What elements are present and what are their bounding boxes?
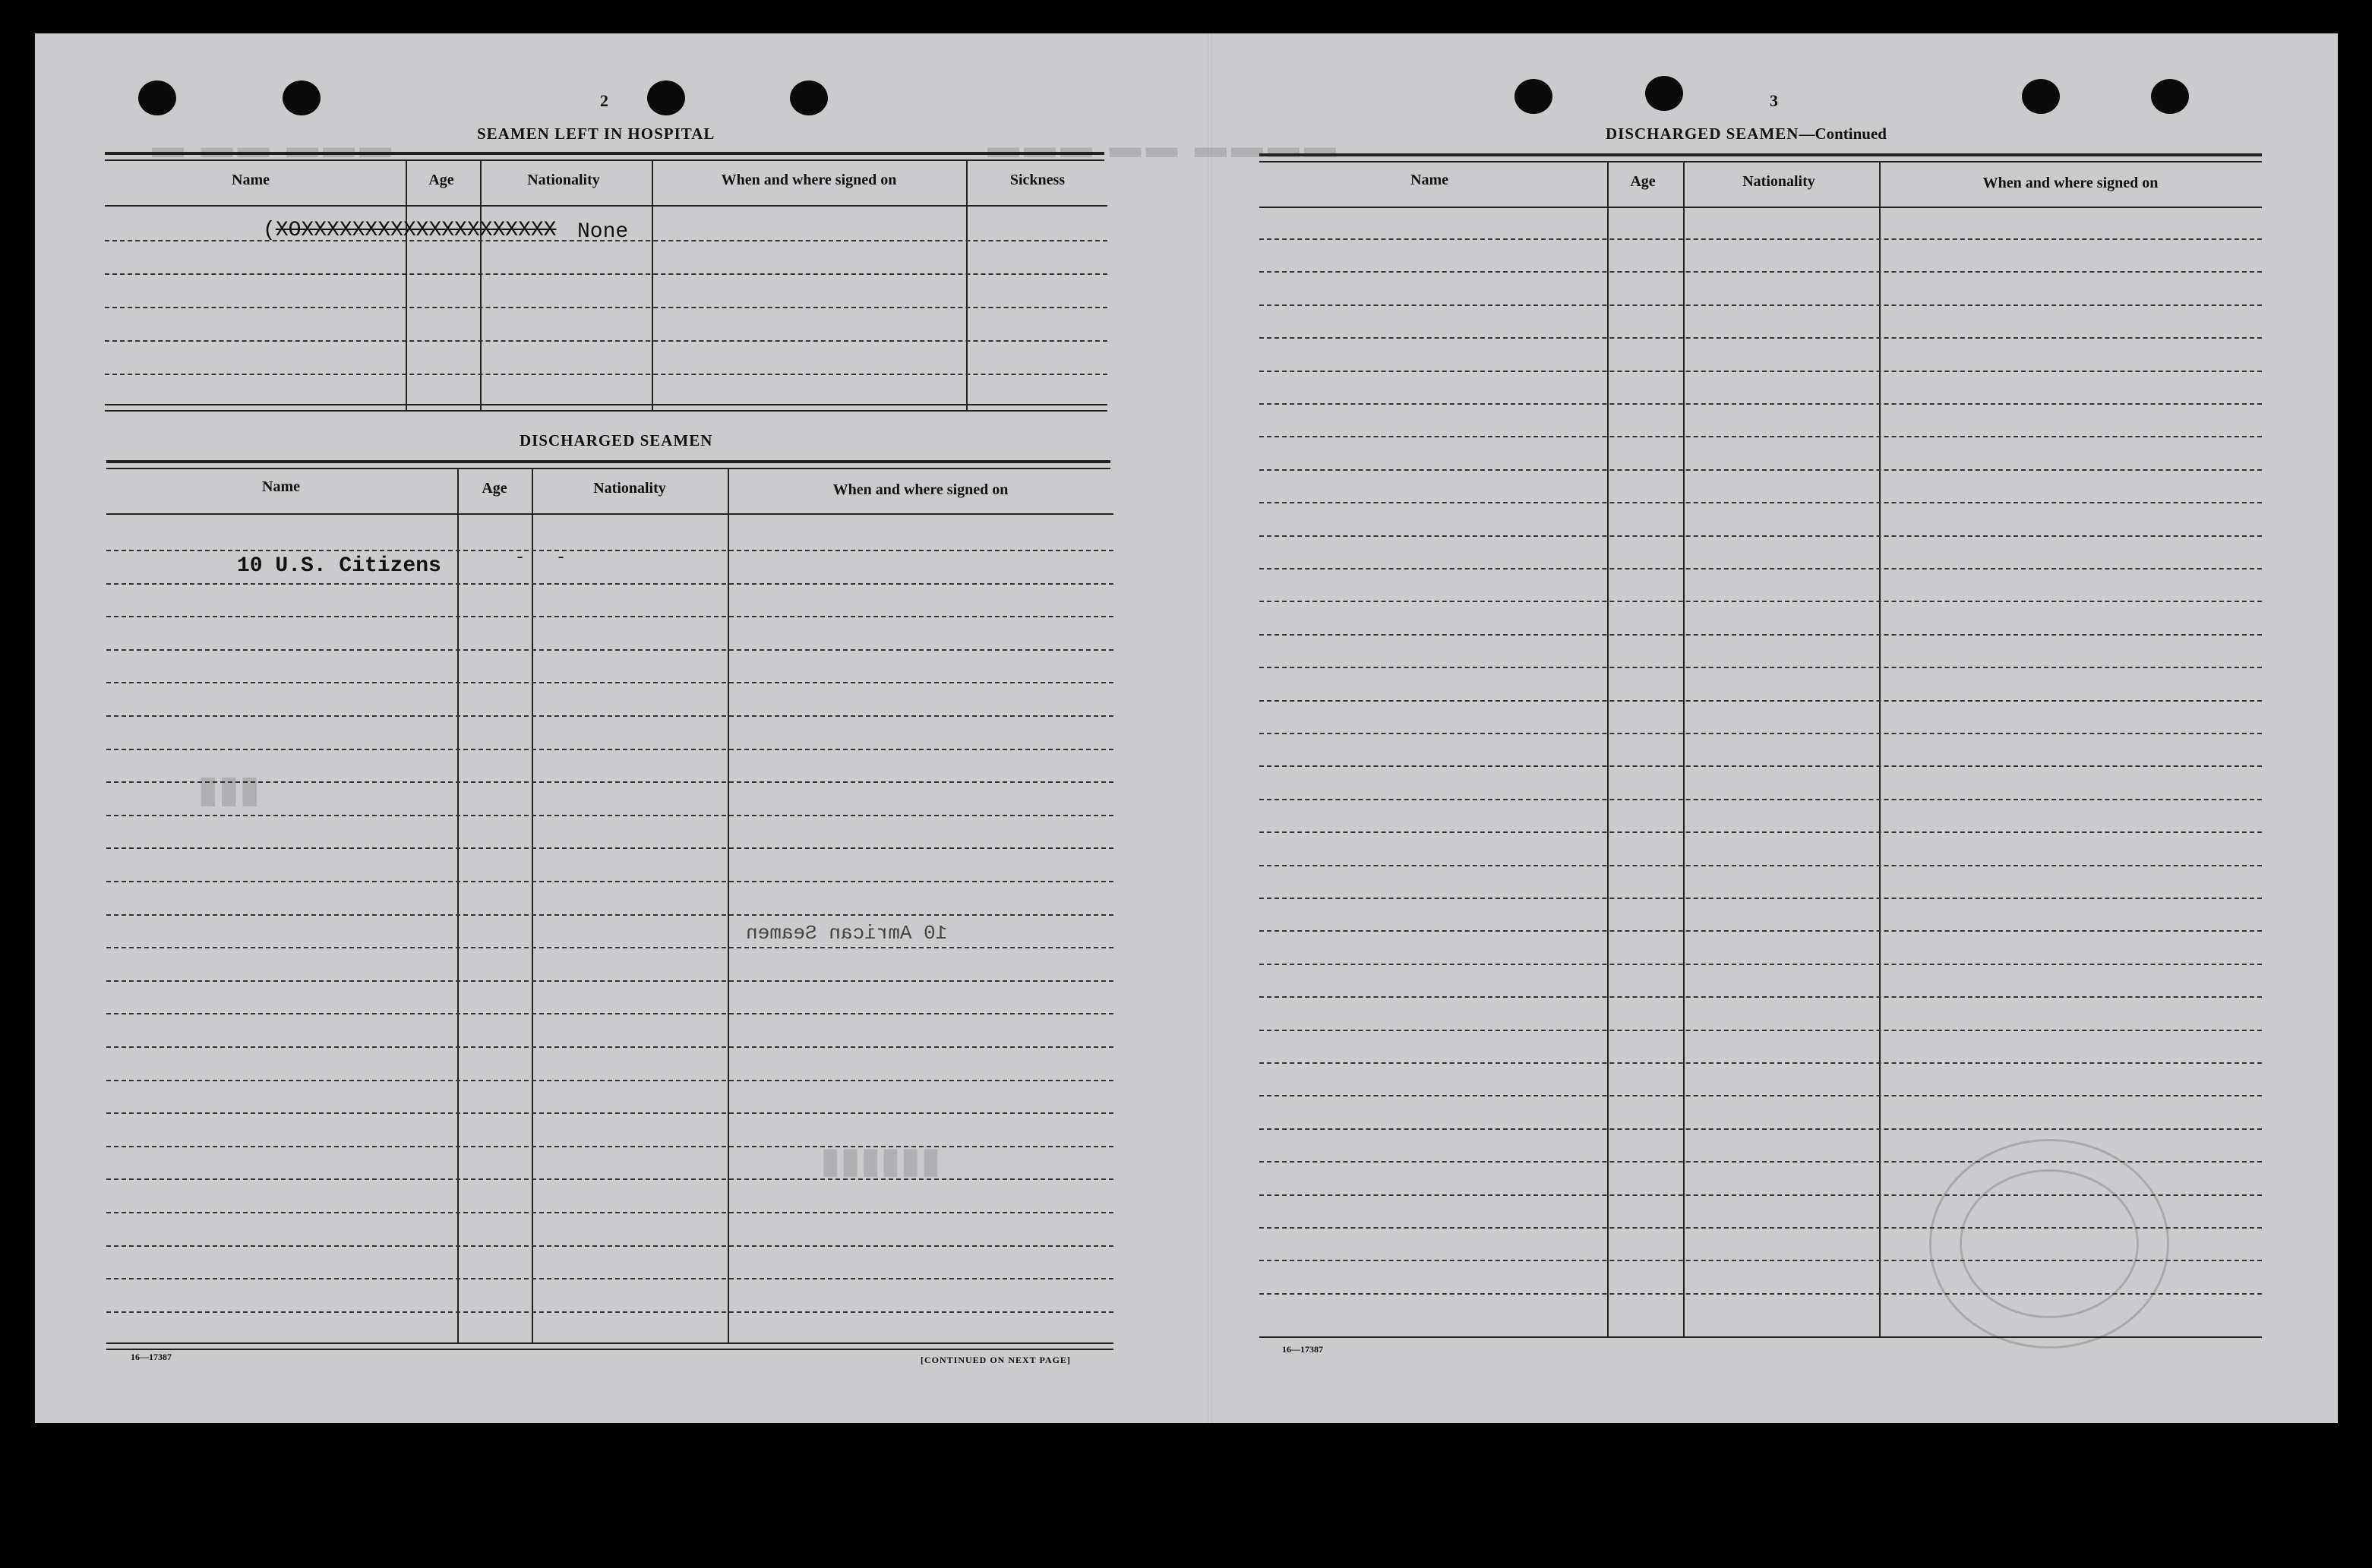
row-rule (1259, 996, 2262, 998)
table-top-rule (105, 159, 1104, 161)
row-rule (1259, 765, 2262, 767)
bleed-through-mark: ▬ ▬▬ ▬▬▬ (152, 130, 396, 165)
row-rule (1259, 1194, 2262, 1196)
row-rule (106, 1212, 1113, 1213)
row-rule (106, 616, 1113, 617)
row-rule (105, 273, 1107, 275)
row-rule (1259, 1293, 2262, 1295)
table-top-rule (106, 460, 1110, 463)
section-title-discharged-continued (1606, 125, 1887, 144)
row-rule (1259, 304, 2262, 306)
row-rule (1259, 337, 2262, 339)
column-divider (652, 159, 653, 410)
row-rule (106, 1146, 1113, 1147)
discharged-entry-name: 10 U.S. Citizens (237, 554, 441, 578)
row-rule (1259, 634, 2262, 636)
row-rule (1259, 469, 2262, 471)
row-rule (1259, 271, 2262, 273)
row-rule (1259, 799, 2262, 800)
column-header-name: Name (1410, 172, 1448, 188)
column-header-age: Age (1630, 173, 1656, 190)
column-divider (406, 159, 407, 410)
row-rule (106, 781, 1113, 783)
row-rule (1259, 238, 2262, 240)
punch-hole (647, 80, 685, 115)
column-divider (480, 159, 482, 410)
page-number: 3 (1770, 91, 1779, 110)
table-bottom-rule (105, 410, 1107, 412)
table-bottom-rule (106, 1342, 1113, 1344)
row-rule (105, 374, 1107, 375)
row-rule (106, 1245, 1113, 1247)
age-dash: - (515, 548, 526, 567)
table-bottom-rule (1259, 1336, 2262, 1338)
row-rule (1259, 502, 2262, 503)
row-rule (106, 847, 1113, 849)
row-rule (105, 307, 1107, 308)
row-rule (106, 583, 1113, 585)
row-rule (106, 1046, 1113, 1048)
row-rule (1259, 898, 2262, 899)
punch-hole (2151, 79, 2189, 114)
table-header-rule (1259, 207, 2262, 208)
struck-out-text: XOXXXXXXXXXXXXXXXXXXXX (275, 219, 557, 242)
row-rule (106, 649, 1113, 651)
form-number: 16—17387 (131, 1352, 172, 1362)
row-rule (1259, 436, 2262, 437)
row-rule (1259, 964, 2262, 965)
row-rule (106, 715, 1113, 717)
row-rule (1259, 1260, 2262, 1261)
column-header-name: Name (262, 478, 300, 495)
row-rule (106, 947, 1113, 948)
row-rule (1259, 865, 2262, 866)
hospital-entry-none: None (577, 220, 629, 244)
row-rule (1259, 1227, 2262, 1229)
table-header-rule (106, 513, 1113, 515)
struck-out-entry: (XOXXXXXXXXXXXXXXXXXXXX (263, 219, 557, 242)
punch-hole (790, 80, 828, 115)
bleed-through-mark: ▮▮▮ (197, 768, 261, 810)
row-rule (1259, 1062, 2262, 1064)
punch-hole (1514, 79, 1552, 114)
row-rule (1259, 1095, 2262, 1096)
row-rule (106, 1278, 1113, 1279)
table-top-rule (106, 468, 1110, 469)
column-divider (966, 159, 968, 410)
row-rule (106, 1112, 1113, 1114)
row-rule (1259, 667, 2262, 668)
continued-note: [CONTINUED ON NEXT PAGE] (921, 1355, 1071, 1365)
table-header-rule (105, 205, 1107, 207)
table-bottom-rule (106, 1349, 1113, 1350)
column-header-signed-on: When and where signed on (832, 481, 1009, 498)
nationality-dash: - (556, 548, 567, 567)
row-rule (1259, 930, 2262, 932)
column-header-nationality: Nationality (1742, 173, 1815, 190)
row-rule (1259, 700, 2262, 702)
row-rule (106, 1178, 1113, 1180)
column-header-age: Age (428, 172, 454, 188)
row-rule (106, 749, 1113, 750)
column-header-nationality: Nationality (593, 480, 666, 497)
column-header-name: Name (232, 172, 270, 188)
mirrored-offset-text: 10 Amrican Seamen (746, 922, 948, 945)
row-rule (106, 550, 1113, 551)
faint-stamp-circle (1960, 1169, 2139, 1318)
row-rule (106, 815, 1113, 816)
section-title-text: DISCHARGED SEAMEN (1606, 125, 1799, 143)
column-header-signed-on: When and where signed on (1982, 175, 2159, 191)
row-rule (1259, 568, 2262, 569)
table-top-rule (1259, 161, 2262, 162)
row-rule (1259, 535, 2262, 537)
row-rule (105, 340, 1107, 342)
row-rule (106, 682, 1113, 683)
row-rule (106, 1311, 1113, 1313)
column-header-age: Age (482, 480, 507, 497)
punch-hole (1645, 76, 1683, 111)
row-rule (1259, 831, 2262, 833)
row-rule (1259, 1030, 2262, 1031)
bleed-through-mark: ▬▬▬ ▬▬ ▬▬▬▬ (987, 130, 1341, 165)
section-title-hospital: SEAMEN LEFT IN HOSPITAL (477, 125, 715, 143)
page-fold (1208, 33, 1212, 1423)
row-rule (106, 914, 1113, 916)
row-rule (106, 1080, 1113, 1081)
table-top-rule (105, 152, 1104, 155)
row-rule (1259, 1161, 2262, 1163)
column-header-sickness: Sickness (1009, 172, 1066, 188)
table-bottom-rule (105, 404, 1107, 405)
form-number: 16—17387 (1282, 1344, 1323, 1355)
punch-hole (138, 80, 176, 115)
row-rule (1259, 403, 2262, 405)
row-rule (1259, 733, 2262, 734)
row-rule (106, 1013, 1113, 1014)
bleed-through-mark: ▮▮▮▮▮▮ (820, 1141, 941, 1181)
row-rule (106, 881, 1113, 882)
punch-hole (283, 80, 321, 115)
punch-hole (2022, 79, 2060, 114)
table-top-rule (1259, 153, 2262, 156)
row-rule (1259, 1128, 2262, 1130)
row-rule (106, 980, 1113, 982)
section-title-suffix: —Continued (1799, 125, 1887, 143)
row-rule (1259, 371, 2262, 372)
row-rule (1259, 601, 2262, 602)
column-header-signed-on: When and where signed on (721, 172, 897, 188)
section-title-discharged: DISCHARGED SEAMEN (520, 431, 713, 450)
column-header-nationality: Nationality (527, 172, 600, 188)
page-number: 2 (600, 91, 609, 110)
